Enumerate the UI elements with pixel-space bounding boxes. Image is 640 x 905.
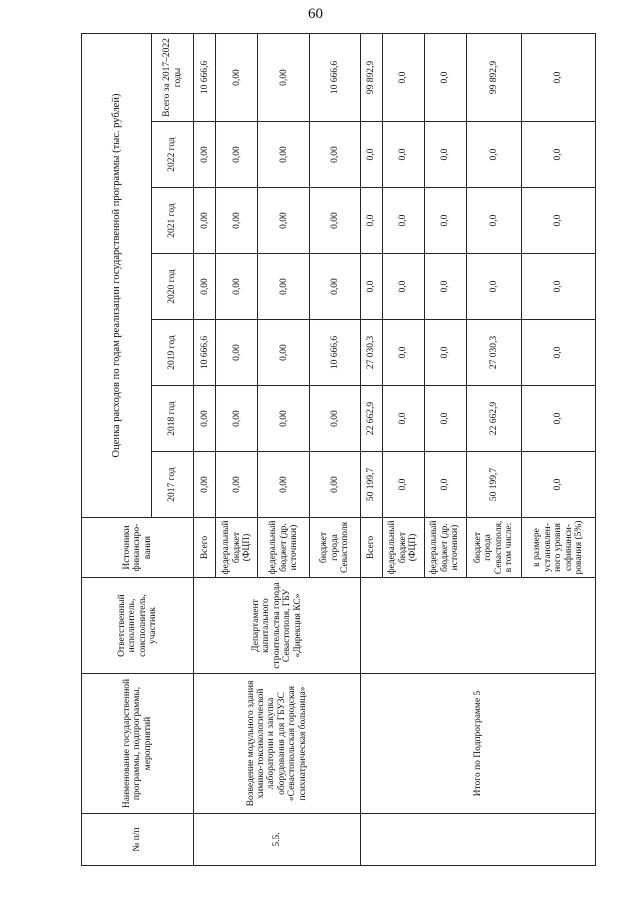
value-cell: 99 892,9: [466, 33, 521, 121]
value-cell: 10 666,6: [194, 320, 216, 386]
year-header: 2020 год: [152, 254, 194, 320]
budget-table: [81, 33, 596, 866]
header-source: Источники финансиро-вания: [82, 518, 194, 578]
total-name: Итого по Подпрограмме 5: [360, 674, 596, 814]
year-header: 2017 год: [152, 452, 194, 518]
value-cell: 0,00: [194, 386, 216, 452]
value-cell: 0,0: [424, 452, 466, 518]
source-cell: бюджет города Севастополя, в том числе:: [466, 518, 521, 578]
table-row: [194, 33, 216, 865]
value-cell: 0,0: [521, 122, 595, 188]
value-cell: 0,00: [258, 188, 310, 254]
item-name: Возведение модульного здания химико-токсикологической лаборатории и закупка оборудования для ГБУЗС «Севастопольская городская психиатрическая больница»: [194, 674, 360, 814]
value-cell: 0,00: [258, 33, 310, 121]
value-cell: 0,00: [194, 188, 216, 254]
table-area: [80, 34, 595, 866]
value-cell: 0,0: [466, 254, 521, 320]
source-cell: Всего: [360, 518, 382, 578]
value-cell: 0,0: [466, 188, 521, 254]
source-cell: Всего: [194, 518, 216, 578]
value-cell: 0,0: [360, 188, 382, 254]
year-header: 2018 год: [152, 386, 194, 452]
value-cell: 0,0: [521, 320, 595, 386]
value-cell: 0,00: [258, 386, 310, 452]
source-cell: федеральный бюджет (др. источники): [258, 518, 310, 578]
year-header: 2022 год: [152, 122, 194, 188]
value-cell: 99 892,9: [360, 33, 382, 121]
value-cell: 10 666,6: [194, 33, 216, 121]
header-estimate: Оценка расходов по годам реализации государственной программы (тыс. рублей): [82, 33, 152, 517]
value-cell: 0,00: [216, 188, 258, 254]
value-cell: 0,00: [310, 122, 360, 188]
value-cell: 50 199,7: [466, 452, 521, 518]
item-number: 5.5.: [194, 814, 360, 866]
year-header-total: Всего за 2017–2022 годы: [152, 33, 194, 121]
value-cell: 0,0: [424, 254, 466, 320]
value-cell: 0,0: [424, 33, 466, 121]
source-cell: федеральный бюджет (др. источники): [424, 518, 466, 578]
value-cell: 0,00: [258, 122, 310, 188]
header-name: Наименование государственной программы, подпрограммы, мероприятий: [82, 674, 194, 814]
value-cell: 10 666,6: [310, 320, 360, 386]
value-cell: 0,0: [424, 122, 466, 188]
source-cell: в размере установлен-ного уровня софинанси-рования (5%): [521, 518, 595, 578]
value-cell: 0,00: [194, 122, 216, 188]
header-row: [82, 33, 152, 865]
value-cell: 0,0: [382, 122, 424, 188]
value-cell: 0,0: [466, 122, 521, 188]
value-cell: 0,0: [521, 452, 595, 518]
year-header: 2021 год: [152, 188, 194, 254]
value-cell: 0,0: [382, 320, 424, 386]
value-cell: 10 666,6: [310, 33, 360, 121]
value-cell: 0,00: [216, 33, 258, 121]
header-executor: Ответственный исполнитель, соисполнитель, участник: [82, 578, 194, 674]
source-cell: федеральный бюджет (ФЦП): [382, 518, 424, 578]
value-cell: 0,0: [521, 386, 595, 452]
value-cell: 0,00: [216, 452, 258, 518]
value-cell: 0,0: [360, 254, 382, 320]
item-executor: Департамент капитального строительства города Севастополя, ГБУ «Дирекция КС»: [194, 578, 360, 674]
value-cell: 0,00: [216, 320, 258, 386]
header-number: № п/п: [82, 814, 194, 866]
value-cell: 0,00: [216, 254, 258, 320]
value-cell: 0,0: [521, 33, 595, 121]
value-cell: 0,0: [424, 386, 466, 452]
value-cell: 0,0: [382, 188, 424, 254]
total-number: [360, 814, 596, 866]
value-cell: 0,00: [258, 254, 310, 320]
value-cell: 27 030,3: [360, 320, 382, 386]
source-cell: федеральный бюджет (ФЦП): [216, 518, 258, 578]
value-cell: 0,0: [382, 452, 424, 518]
value-cell: 0,00: [310, 188, 360, 254]
table-row: [360, 33, 382, 865]
value-cell: 22 662,9: [466, 386, 521, 452]
value-cell: 0,00: [258, 452, 310, 518]
value-cell: 0,0: [424, 320, 466, 386]
value-cell: 0,0: [360, 122, 382, 188]
value-cell: 0,00: [216, 122, 258, 188]
value-cell: 0,0: [382, 254, 424, 320]
year-header: 2019 год: [152, 320, 194, 386]
value-cell: 0,00: [310, 386, 360, 452]
source-cell: бюджет города Севастополя: [310, 518, 360, 578]
value-cell: 27 030,3: [466, 320, 521, 386]
value-cell: 0,00: [194, 452, 216, 518]
value-cell: 0,00: [258, 320, 310, 386]
value-cell: 22 662,9: [360, 386, 382, 452]
value-cell: 0,0: [521, 254, 595, 320]
value-cell: 0,00: [310, 452, 360, 518]
value-cell: 0,0: [382, 386, 424, 452]
value-cell: 0,0: [382, 33, 424, 121]
value-cell: 0,0: [424, 188, 466, 254]
value-cell: 0,00: [194, 254, 216, 320]
value-cell: 50 199,7: [360, 452, 382, 518]
value-cell: 0,00: [216, 386, 258, 452]
total-executor: [360, 578, 596, 674]
value-cell: 0,00: [310, 254, 360, 320]
value-cell: 0,0: [521, 188, 595, 254]
page-number: 60: [308, 6, 323, 22]
